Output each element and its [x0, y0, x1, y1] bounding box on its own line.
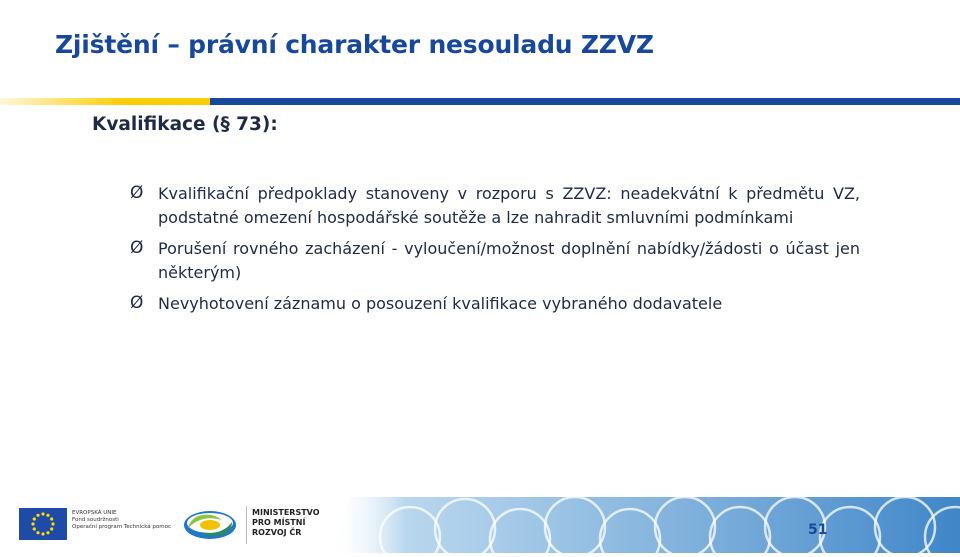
- ministry-line: MINISTERSTVO: [252, 508, 320, 517]
- arrowhead-bullet-icon: Ø: [130, 293, 144, 313]
- logo-divider: [246, 506, 247, 544]
- ministry-line: ROZVOJ ČR: [252, 527, 302, 537]
- eu-line: Fond soudržnosti: [72, 516, 119, 523]
- footer-logos: [14, 500, 344, 548]
- bullet-item: [130, 237, 860, 284]
- ministry-line: PRO MÍSTNÍ: [252, 517, 306, 527]
- slide-title: Zjištění – právní charakter nesouladu ZZVZ: [55, 30, 654, 59]
- ministry-text: [252, 508, 332, 537]
- bullet-text: Nevyhotovení záznamu o posouzení kvalifikace vybraného dodavatele: [158, 294, 723, 313]
- arrowhead-bullet-icon: Ø: [130, 183, 144, 203]
- bullet-text: Kvalifikační předpoklady stanoveny v rozporu s ZZVZ: neadekvátní k předmětu VZ, podstatné omezení hospodářské soutěže a lze nahradit smluvními podmínkami: [158, 184, 860, 227]
- eu-flag-icon: [19, 508, 67, 540]
- eu-text: [72, 510, 182, 530]
- bullet-item: [130, 182, 860, 229]
- title-rule-blue: [210, 98, 960, 105]
- page-number: 51: [808, 522, 828, 538]
- arrowhead-bullet-icon: Ø: [130, 238, 144, 258]
- bullet-text: Porušení rovného zacházení - vyloučení/možnost doplnění nabídky/žádosti o účast jen některým): [158, 239, 860, 282]
- section-subtitle: Kvalifikace (§ 73):: [92, 114, 278, 135]
- eu-line: Operační program Technická pomoc: [72, 523, 172, 530]
- bullet-list: [130, 182, 860, 324]
- footer-decorative-band: [330, 497, 960, 553]
- bullet-item: [130, 292, 860, 316]
- title-rule-yellow: [0, 98, 210, 105]
- eu-line: EVROPSKÁ UNIE: [72, 510, 117, 516]
- mmr-logo-icon: [182, 508, 238, 542]
